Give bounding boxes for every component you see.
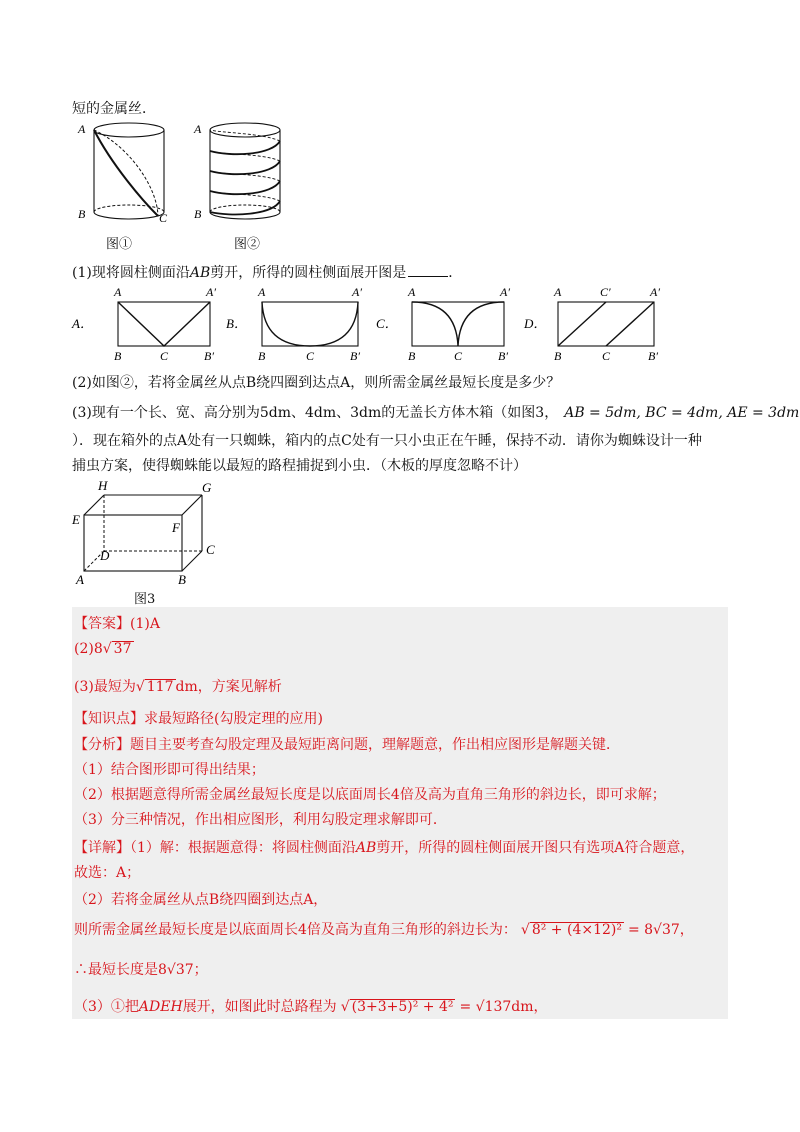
box-point-a: A [76, 572, 84, 587]
cyl2-point-a: A [194, 122, 202, 136]
svg-text:B: B [258, 349, 266, 363]
fig1-label: 图① [106, 237, 133, 252]
svg-text:A: A [258, 285, 266, 299]
box-point-c: C [206, 542, 215, 557]
option-a-figure [71, 285, 216, 363]
knowledge-line: 【知识点】求最短路径(勾股定理的应用) [74, 711, 323, 727]
svg-text:A′: A′ [650, 285, 660, 299]
svg-text:B′: B′ [204, 349, 214, 363]
svg-text:B′: B′ [648, 349, 658, 363]
answer-line: 【答案】(1)A [74, 616, 160, 632]
intro-text: 短的金属丝． [72, 101, 156, 117]
question-1: (1)现将圆柱侧面沿AB剪开，所得的圆柱侧面展开图是 ． [72, 265, 463, 281]
answer-2: (2)8√ 37 [74, 641, 132, 657]
box-point-e: E [72, 512, 80, 527]
detail-line-5: ∴最短长度是8√37； [74, 962, 208, 978]
box-point-h: H [98, 478, 108, 493]
option-b-figure [226, 285, 362, 363]
cylinder-figure-2 [193, 122, 280, 221]
detail-label: 【详解】 [74, 840, 130, 856]
analysis-point-1: （1）结合图形即可得出结果； [74, 762, 265, 778]
svg-text:C: C [602, 349, 611, 363]
option-a-letter: A． [72, 316, 93, 331]
svg-text:A: A [114, 285, 122, 299]
analysis-label: 【分析】 [74, 737, 130, 753]
cyl2-point-b: B [194, 207, 202, 221]
svg-text:A: A [408, 285, 416, 299]
box-point-f: F [172, 520, 180, 535]
answer-blank [408, 264, 448, 277]
svg-text:A: A [554, 285, 562, 299]
question-3-line2: ）．现在箱外的点A处有一只蜘蛛，箱内的点C处有一只小虫正在午睡，保持不动．请你为蜘蛛设计一种 [72, 433, 702, 449]
option-b-letter: B． [226, 316, 247, 331]
option-d-letter: D． [524, 316, 547, 331]
cyl1-point-c: C [159, 211, 168, 225]
options-figures [70, 282, 710, 364]
box-figure [70, 478, 230, 588]
option-c-letter: C． [376, 316, 398, 331]
svg-text:B: B [114, 349, 122, 363]
svg-text:C: C [306, 349, 315, 363]
option-c-figure [376, 285, 510, 363]
question-3-line3: 捕虫方案，使得蜘蛛能以最短的路程捕捉到小虫．（木板的厚度忽略不计） [72, 458, 527, 474]
answer-3: (3)最短为√ 117 dm，方案见解析 [74, 679, 282, 695]
fig2-label: 图② [234, 237, 261, 252]
cyl1-point-b: B [78, 207, 86, 221]
detail-line-1: 【详解】（1）解：根据题意得：将圆柱侧面沿AB剪开，所得的圆柱侧面展开图只有选项A符合题意， [74, 840, 695, 856]
box-point-g: G [202, 480, 212, 495]
analysis-line: 【分析】题目主要考查勾股定理及最短距离问题，理解题意，作出相应图形是解题关键． [74, 737, 620, 753]
svg-text:A′: A′ [206, 285, 216, 299]
analysis-point-2: （2）根据题意得所需金属丝最短长度是以底面周长4倍及高为直角三角形的斜边长，即可求解； [74, 787, 666, 803]
svg-text:B′: B′ [498, 349, 508, 363]
svg-text:B′: B′ [350, 349, 360, 363]
option-d-figure [523, 285, 660, 363]
answer-label: 【答案】 [74, 616, 130, 632]
cylinder-figure-1 [77, 122, 168, 225]
svg-text:C: C [160, 349, 169, 363]
svg-text:A′: A′ [500, 285, 510, 299]
box-point-b: B [178, 572, 186, 587]
detail-line-2: 故选：A； [74, 865, 141, 881]
svg-text:A′: A′ [352, 285, 362, 299]
svg-text:C: C [454, 349, 463, 363]
cyl1-point-a: A [78, 122, 86, 136]
svg-text:B: B [554, 349, 562, 363]
detail-line-4: 则所需金属丝最短长度是以底面周长4倍及高为直角三角形的斜边长为： √ 8² + (4×12)² = 8√37， [74, 922, 694, 938]
question-3-line1: (3)现有一个长、宽、高分别为5dm、4dm、3dm的无盖长方体木箱（如图3， AB = 5dm, BC = 4dm, AE = 3dm [72, 405, 800, 421]
cylinder-figures [72, 115, 312, 250]
svg-text:C′: C′ [600, 285, 611, 299]
box-point-d: D [100, 548, 110, 563]
detail-line-6: （3）①把ADEH展开，如图此时总路程为 √ (3+3+5)² + 4² = √137dm， [74, 999, 548, 1015]
knowledge-label: 【知识点】 [74, 711, 144, 727]
question-2: (2)如图②，若将金属丝从点B绕四圈到达点A，则所需金属丝最短长度是多少？ [72, 375, 561, 391]
detail-line-3: （2）若将金属丝从点B绕四圈到达点A， [74, 892, 328, 908]
analysis-point-3: （3）分三种情况，作出相应图形，利用勾股定理求解即可． [74, 812, 447, 828]
svg-text:B: B [408, 349, 416, 363]
fig3-label: 图3 [134, 592, 156, 607]
